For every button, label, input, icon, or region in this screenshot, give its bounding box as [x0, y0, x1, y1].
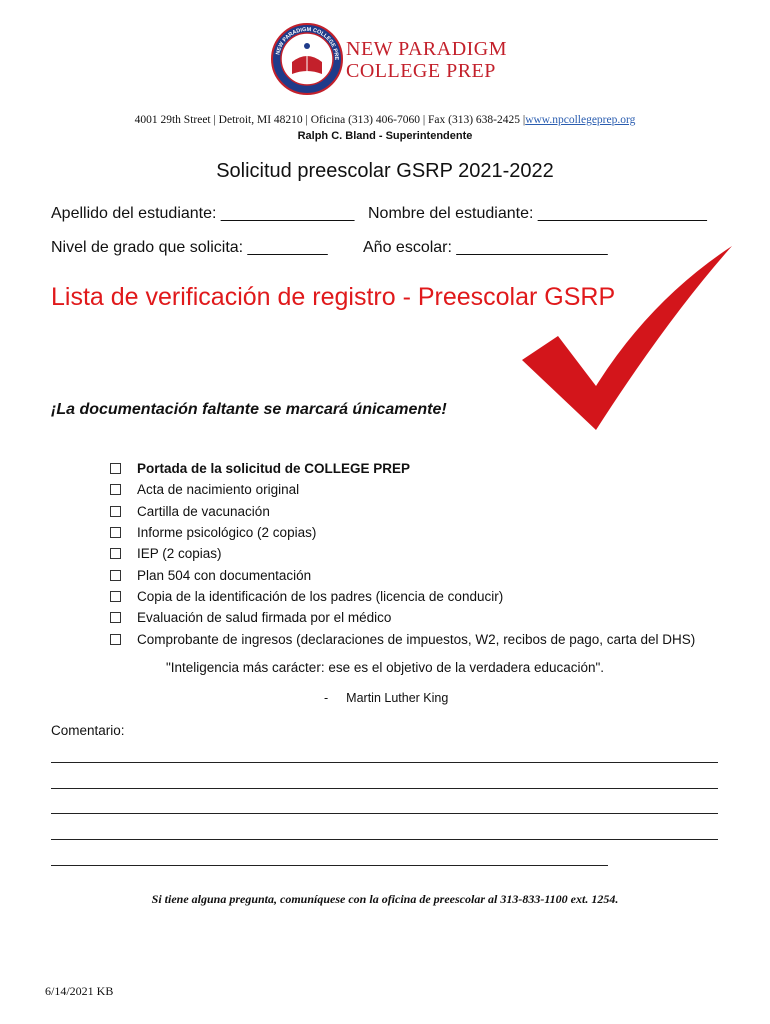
- date-stamp: 6/14/2021 KB: [45, 984, 114, 998]
- checklist-item: [110, 479, 695, 500]
- checklist-item: [110, 564, 695, 585]
- comment-line[interactable]: [51, 865, 608, 866]
- missing-documents-note: ¡La documentación faltante se marcará únicamente!: [51, 401, 447, 418]
- checklist-item: [110, 543, 695, 564]
- comment-line[interactable]: [51, 813, 718, 814]
- school-seal-logo: [270, 22, 344, 96]
- checklist-item-label: IEP (2 copias): [137, 546, 222, 562]
- seal-arc-text: NEW PARADIGM COLLEGE PRE: [275, 26, 340, 61]
- checklist-item: [110, 586, 695, 607]
- checkbox[interactable]: [110, 463, 121, 474]
- checkbox[interactable]: [110, 527, 121, 538]
- checklist-item: [110, 522, 695, 543]
- student-first-name-field[interactable]: Nombre del estudiante: ___________________: [368, 205, 707, 222]
- quote-text: "Inteligencia más carácter: ese es el objetivo de la verdadera educación".: [165, 660, 605, 675]
- website-link[interactable]: www.npcollegeprep.org: [525, 114, 636, 126]
- checkbox[interactable]: [110, 612, 121, 623]
- quote-author: Martin Luther King: [346, 691, 449, 705]
- checklist-item: [110, 628, 695, 649]
- brand-name-line1: NEW PARADIGM: [346, 38, 508, 60]
- checklist-item: [110, 458, 695, 479]
- contact-note: Si tiene alguna pregunta, comuníquese con la oficina de preescolar al 313-833-1100 ext. 1254.: [151, 892, 619, 906]
- checkbox[interactable]: [110, 591, 121, 602]
- checkbox[interactable]: [110, 548, 121, 559]
- checklist-item-label: Informe psicológico (2 copias): [137, 525, 317, 541]
- checklist-item-label: Plan 504 con documentación: [137, 567, 312, 583]
- checkbox[interactable]: [110, 570, 121, 581]
- checklist-item-label: Comprobante de ingresos (declaraciones de impuestos, W2, recibos de pago, carta del DHS): [137, 631, 696, 647]
- checkbox[interactable]: [110, 506, 121, 517]
- document-checklist: [110, 458, 695, 650]
- checklist-item-label: Cartilla de vacunación: [137, 503, 270, 519]
- red-checkmark-icon: [500, 238, 740, 438]
- quote-dash: -: [324, 691, 329, 705]
- checklist-item-label: Portada de la solicitud de COLLEGE PREP: [137, 461, 411, 477]
- school-address: [0, 114, 770, 126]
- checklist-item-label: Evaluación de salud firmada por el médico: [137, 610, 392, 626]
- checklist-item: [110, 607, 695, 628]
- comment-line[interactable]: [51, 788, 718, 789]
- brand-name-line2: COLLEGE PREP: [346, 60, 496, 82]
- superintendent-line: Ralph C. Bland - Superintendente: [297, 130, 473, 142]
- comment-label: Comentario:: [51, 723, 125, 738]
- checklist-title: Lista de verificación de registro - Preescolar GSRP: [51, 283, 616, 311]
- checklist-item: [110, 501, 695, 522]
- student-last-name-field[interactable]: Apellido del estudiante: _______________: [51, 205, 355, 222]
- comment-line[interactable]: [51, 839, 718, 840]
- checkbox[interactable]: [110, 634, 121, 645]
- grade-level-field[interactable]: Nivel de grado que solicita: _________: [51, 239, 328, 256]
- checkbox[interactable]: [110, 484, 121, 495]
- quote-attribution: [324, 691, 448, 705]
- address-text: 4001 29th Street | Detroit, MI 48210 | Oficina (313) 406-7060 | Fax (313) 638-2425 |: [134, 114, 526, 126]
- school-year-field[interactable]: Año escolar: _________________: [363, 239, 608, 256]
- checklist-item-label: Copia de la identificación de los padres (licencia de conducir): [137, 588, 504, 604]
- comment-line[interactable]: [51, 762, 718, 763]
- form-title: Solicitud preescolar GSRP 2021-2022: [216, 160, 554, 182]
- checklist-item-label: Acta de nacimiento original: [137, 482, 300, 498]
